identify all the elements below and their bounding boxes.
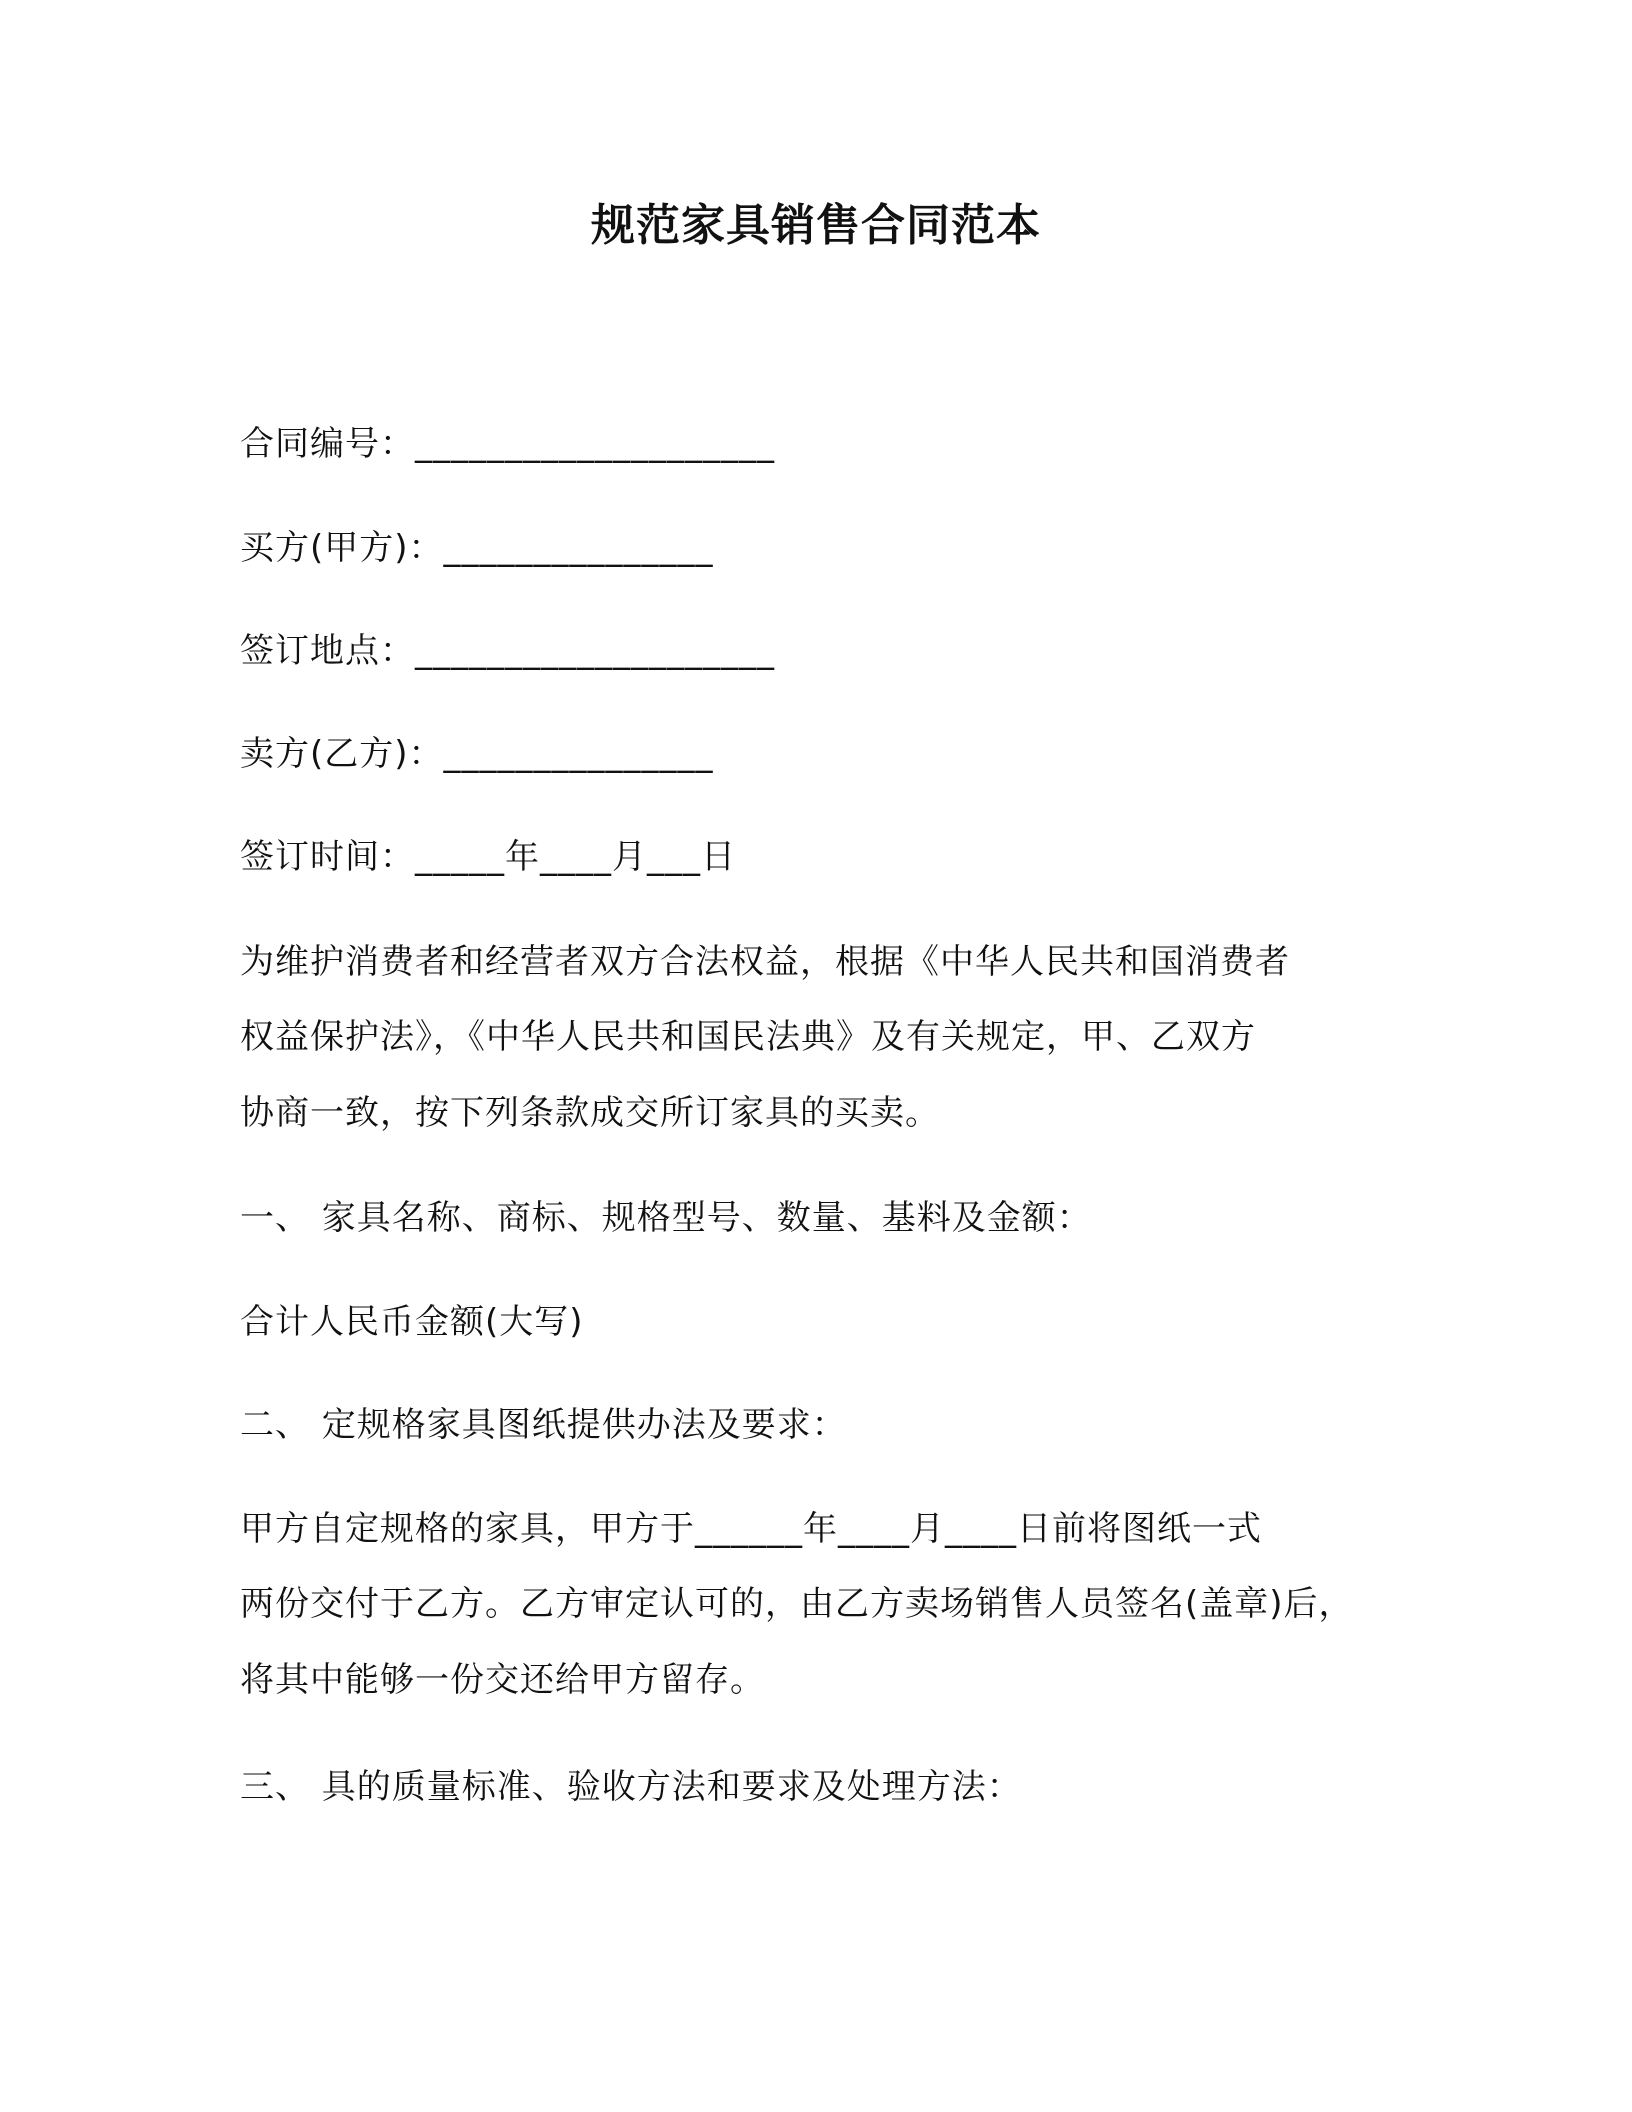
preamble-line-2: 权益保护法》，《中华人民共和国民法典》及有关规定，甲、乙双方 <box>240 1017 1256 1057</box>
section-2-heading: 二、 定规格家具图纸提供办法及要求： <box>240 1405 847 1445</box>
document-title: 规范家具销售合同范本 <box>591 200 1041 251</box>
section-2-body-line-3: 将其中能够一份交还给甲方留存。 <box>240 1660 765 1700</box>
field-buyer: 买方(甲方)：_______________ <box>240 528 714 568</box>
section-2-body-line-2: 两份交付于乙方。乙方审定认可的，由乙方卖场销售人员签名(盖章)后， <box>240 1584 1354 1624</box>
section-1-total: 合计人民币金额(大写) <box>240 1302 584 1342</box>
section-3-heading: 三、 具的质量标准、验收方法和要求及处理方法： <box>240 1767 1022 1807</box>
field-signing-place: 签订地点：____________________ <box>240 631 775 671</box>
section-1-heading: 一、 家具名称、商标、规格型号、数量、基料及金额： <box>240 1198 1092 1238</box>
field-signing-date: 签订时间：_____年____月___日 <box>240 837 736 877</box>
section-2-body-line-1: 甲方自定规格的家具，甲方于______年____月____日前将图纸一式 <box>240 1509 1262 1549</box>
field-contract-number: 合同编号：____________________ <box>240 424 775 464</box>
preamble-line-3: 协商一致，按下列条款成交所订家具的买卖。 <box>240 1093 940 1133</box>
preamble-line-1: 为维护消费者和经营者双方合法权益，根据《中华人民共和国消费者 <box>240 942 1290 982</box>
field-seller: 卖方(乙方)：_______________ <box>240 734 714 774</box>
